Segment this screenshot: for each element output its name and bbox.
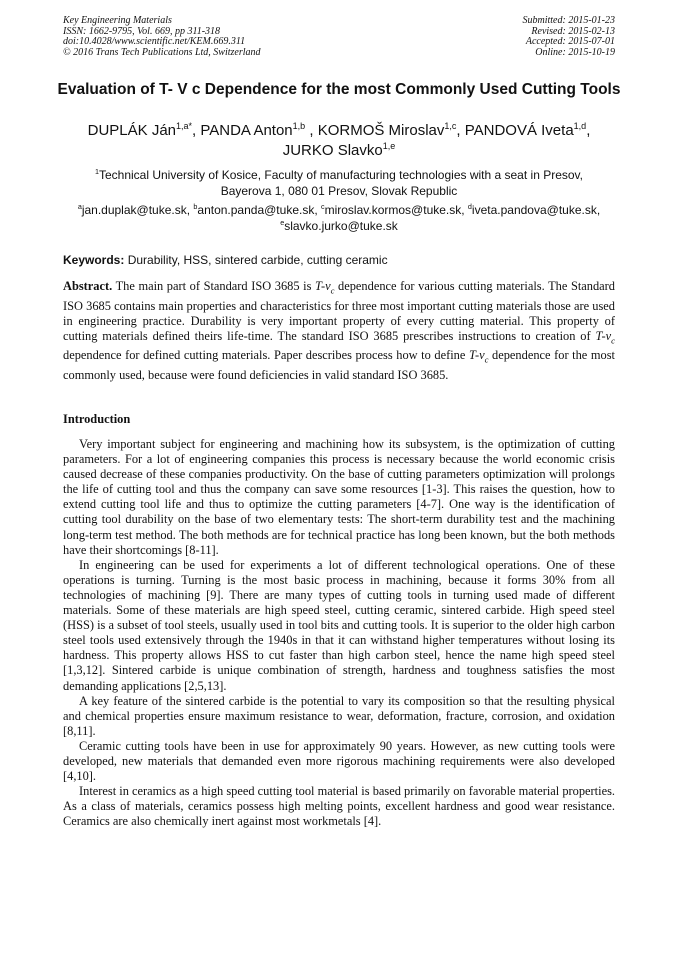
abstract-label: Abstract. xyxy=(63,279,113,293)
online-date: Online: 2015-10-19 xyxy=(535,46,615,58)
journal-header xyxy=(63,16,261,58)
copyright-line: © 2016 Trans Tech Publications Ltd, Switzerland xyxy=(63,46,261,58)
revised-date: Revised: 2015-02-13 xyxy=(531,25,615,37)
email-link[interactable]: $^a$jan.duplak@tuke.sk, xyxy=(77,202,194,217)
intro-paragraph: Very important subject for engineering and machining how its subsystem, is the optimization of cutting parameters. For a lot of engineering companies this process is necessary because the world economic crisis caused decrease of these companies productivity. On the base of cutting parameters optimization will prolongs the life of cutting tool and thus the company can save some resources [1-3]. This raises the question, how to extend cutting tool life and thus to optimize the cutting parameters [4-7]. One way is the identification of cutting tool durability on the base of two elementary tests: The short-term durability test and the machining long-term test method. The both methods are for technical practice has long been known, but the both methods have their shortcomings [8-11]. xyxy=(63,437,615,557)
abstract-paragraph: Abstract. The main part of Standard ISO 3685 is $T-v_c$ dependence for various cutting materials. The Standard ISO 3685 contains main properties and characteristics for three most important cutting materials those are used in engineering practice. Durability is very important property of every cutting material. This property of cutting materials defined theirs life-time. The standard ISO 3685 prescribes instructions to creation of $T-v_c$ dependence for defined cutting materials. Paper describes process how to define $T-v_c$ dependence for the most commonly used, because were found deficiencies in valid standard ISO 3685. xyxy=(63,279,615,382)
tv-symbol: $T-v_c$ xyxy=(315,279,335,296)
accepted-date: Accepted: 2015-07-01 xyxy=(525,36,615,48)
author: PANDOVÁ Iveta$^{1,d}$, xyxy=(464,121,591,139)
affiliation: $^1$Technical University of Kosice, Faculty of manufacturing technologies with a seat in Presov, Bayerova 1, 080 01 Presov, Slovak Republic xyxy=(94,167,583,198)
introduction-heading: Introduction xyxy=(63,412,131,426)
abstract xyxy=(63,279,615,383)
author: KORMOŠ Miroslav$^{1,c}$, xyxy=(317,121,465,139)
email-link[interactable]: $^d$iveta.pandova@tuke.sk, xyxy=(467,202,601,217)
doi-link[interactable]: doi:10.4028/www.scientific.net/KEM.669.311 xyxy=(63,36,246,48)
issn-line: ISSN: 1662-9795, Vol. 669, pp 311-318 xyxy=(63,25,221,37)
affiliation-marker: 1 xyxy=(94,167,99,176)
author: JURKO Slavko$^{1,e}$ xyxy=(282,141,396,159)
introduction-body xyxy=(63,437,615,829)
paper-title: Evaluation of T- V c Dependence for the most Commonly Used Cutting Tools xyxy=(57,81,621,98)
intro-paragraph: A key feature of the sintered carbide is the potential to vary its composition so that the resulting physical and chemical properties ensure maximum resistance to wear, deformation, fracture, corrosion, and oxidation [8,11]. xyxy=(63,693,615,738)
intro-paragraph: Ceramic cutting tools have been in use for approximately 90 years. However, as new cutting tools were developed, new materials that demanded even more rigorous machining requirements were also developed [4,10]. xyxy=(63,738,615,784)
email-link[interactable]: $^c$miroslav.kormos@tuke.sk, xyxy=(321,202,468,217)
tv-symbol: $T-v_c$ xyxy=(595,328,615,346)
intro-paragraph: Interest in ceramics as a high speed cutting tool material is based primarily on favorable material properties. As a class of materials, ceramics possess high melting points, excellent hardness and good wear resistance. Ceramics are also chemically inert against most workmetals [4]. xyxy=(63,784,615,829)
intro-paragraph: In engineering can be used for experiments a lot of different technological operations. One of these operations is turning. Turning is the most basic process in machining, because it forms 30% from all technologies of machining [9]. There are many types of cutting tools in turning used made of different materials. Some of these materials are high speed steel, cutting ceramic, sintered carbide. High speed steel (HSS) is a subset of tool steels, usually used in tool bits and cutting tools. It is superior to the older high carbon steel tools used extensively through the 1940s in that it can withstand higher temperatures without losing its hardness. This property allows HSS to cut faster than high carbon steel, hence the name high speed steel [1,3,12]. Sintered carbide is unique combination of strength, hardness and toughness satisfies the most demanding applications [2,5,13]. xyxy=(63,557,615,693)
tv-symbol: $T-v_c$ xyxy=(468,348,489,365)
email-link[interactable]: $^b$anton.panda@tuke.sk, xyxy=(193,202,321,217)
author: DUPLÁK Ján$^{1,a*}$, xyxy=(87,121,201,139)
author: PANDA Anton$^{1,b}$ , xyxy=(200,121,318,139)
email-link[interactable]: $^e$slavko.jurko@tuke.sk xyxy=(280,218,398,233)
dates-header xyxy=(523,16,616,58)
journal-name: Key Engineering Materials xyxy=(63,15,172,26)
keywords-text: Durability, HSS, sintered carbide, cutting ceramic xyxy=(127,253,388,267)
submitted-date: Submitted: 2015-01-23 xyxy=(522,15,615,26)
keywords-label: Keywords: xyxy=(63,253,125,267)
author-list xyxy=(40,121,638,161)
author-emails xyxy=(56,202,622,234)
keywords xyxy=(63,252,615,268)
